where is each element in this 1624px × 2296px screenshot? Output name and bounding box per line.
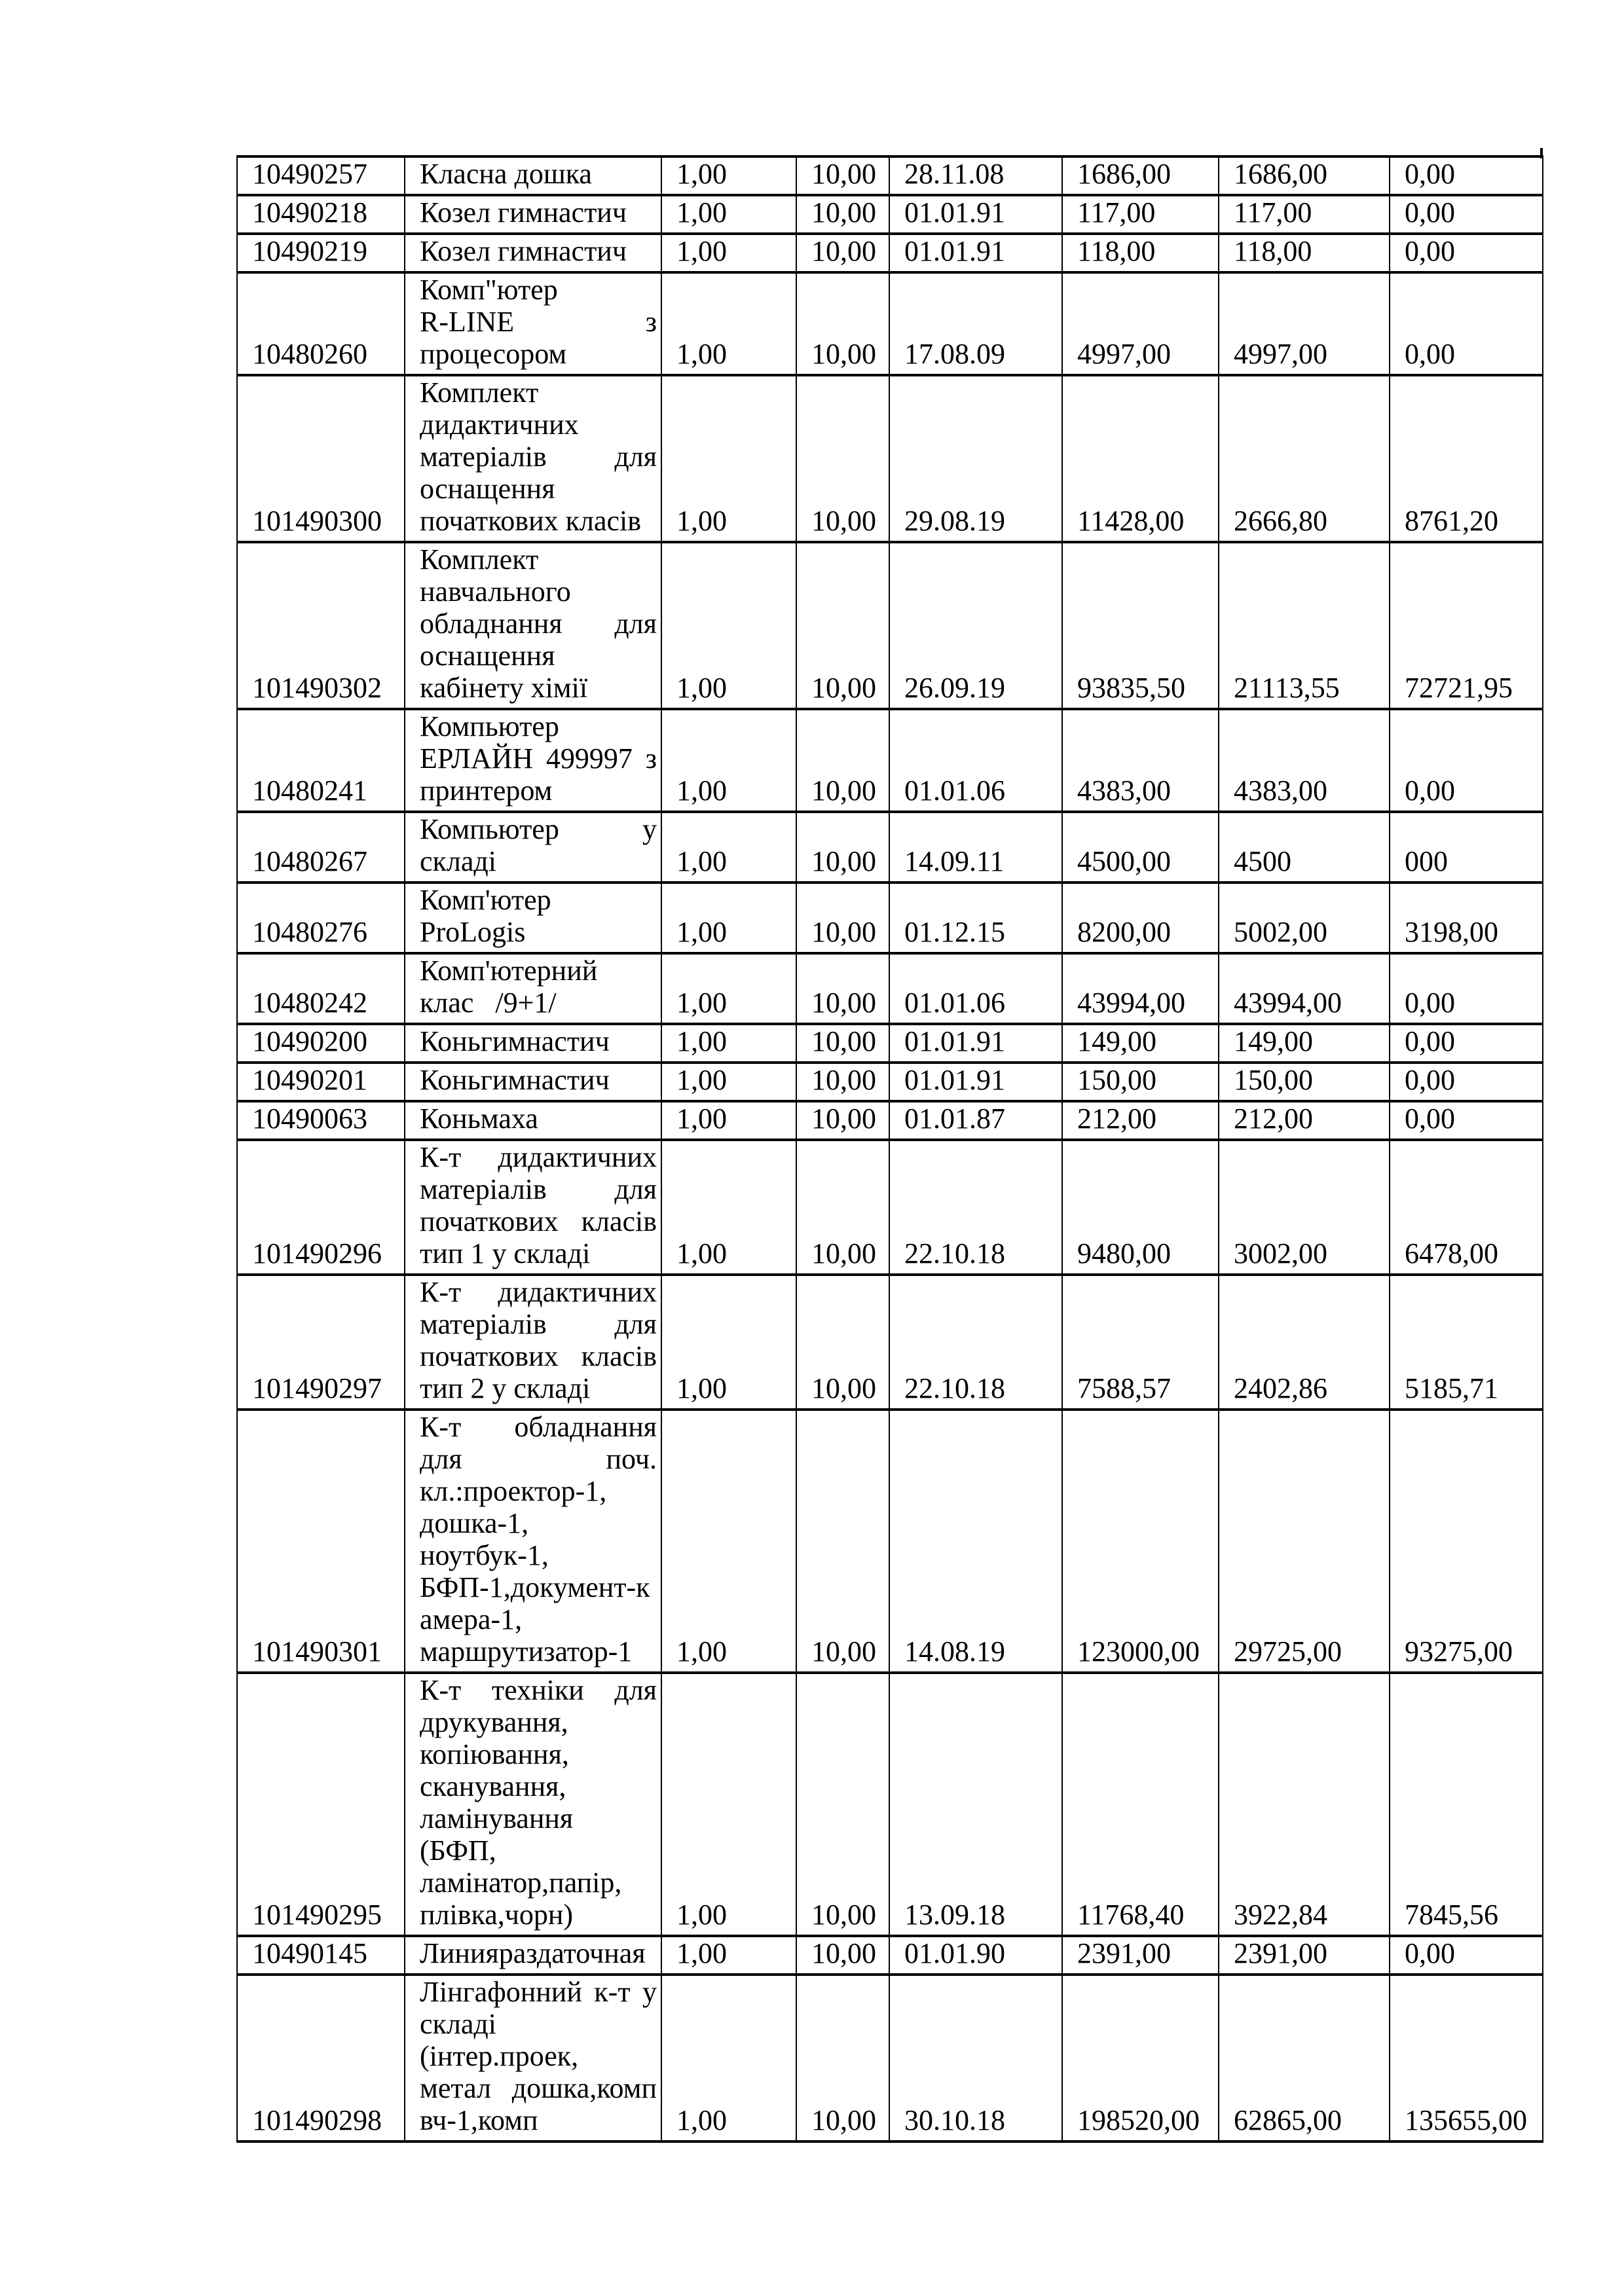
cell-name [405,156,661,195]
cell-residual-value: 5185,71 [1390,1275,1543,1410]
name-line: ламінатор,папір, [420,1867,622,1899]
cell-quantity: 1,00 [661,1975,796,2141]
cell-quantity: 1,00 [661,1101,796,1140]
name-line: сканування, [420,1770,566,1802]
cell-residual-value: 8761,20 [1390,375,1543,542]
name-line: навчального [420,575,571,608]
name-line: Класна дошка [420,158,592,190]
cell-initial-cost: 149,00 [1062,1024,1219,1063]
name-line: кабінету хімії [420,672,588,704]
table-row [237,1024,1543,1063]
name-line: процесором [420,338,567,370]
cell-residual-value: 000 [1390,812,1543,883]
name-line: маршрутизатор-1 [420,1635,633,1667]
cell-rate: 10,00 [796,272,889,375]
table-row [237,156,1543,195]
cell-initial-cost: 7588,57 [1062,1275,1219,1410]
cell-quantity: 1,00 [661,542,796,709]
cell-inventory-number: 101490297 [237,1275,405,1410]
table-row [237,883,1543,953]
inventory-table-body [237,156,1543,2141]
name-line: Козел гимнастич [420,196,627,228]
table-row [237,272,1543,375]
cell-name [405,953,661,1024]
cell-initial-cost: 198520,00 [1062,1975,1219,2141]
cell-name [405,272,661,375]
cell-date: 01.12.15 [889,883,1062,953]
cell-initial-cost: 117,00 [1062,195,1219,234]
cell-inventory-number: 10490145 [237,1936,405,1975]
cell-residual-value: 0,00 [1390,953,1543,1024]
name-line: матеріалів для [420,1173,657,1205]
cell-initial-cost: 8200,00 [1062,883,1219,953]
cell-name [405,1975,661,2141]
cell-inventory-number: 101490298 [237,1975,405,2141]
cell-rate: 10,00 [796,195,889,234]
cell-residual-value: 0,00 [1390,156,1543,195]
cell-date: 14.09.11 [889,812,1062,883]
cell-inventory-number: 10490063 [237,1101,405,1140]
cell-depreciation: 2391,00 [1219,1936,1390,1975]
name-line: Коньгимнастич [420,1064,610,1096]
cell-date: 01.01.90 [889,1936,1062,1975]
cell-quantity: 1,00 [661,1140,796,1275]
cell-residual-value: 0,00 [1390,1101,1543,1140]
cell-depreciation: 4500 [1219,812,1390,883]
cell-rate: 10,00 [796,1024,889,1063]
name-line: початкових класів [420,1205,657,1237]
cell-name [405,1673,661,1936]
name-line: клас /9+1/ [420,987,557,1019]
name-line: обладнання для [420,608,657,640]
cell-quantity: 1,00 [661,709,796,812]
cell-quantity: 1,00 [661,1024,796,1063]
table-row [237,1063,1543,1101]
cell-quantity: 1,00 [661,1936,796,1975]
name-line: вч-1,комп [420,2104,538,2136]
cell-quantity: 1,00 [661,1275,796,1410]
cell-residual-value: 0,00 [1390,1936,1543,1975]
cell-residual-value: 7845,56 [1390,1673,1543,1936]
cell-rate: 10,00 [796,1936,889,1975]
cell-quantity: 1,00 [661,375,796,542]
cell-quantity: 1,00 [661,1410,796,1673]
cell-residual-value: 0,00 [1390,709,1543,812]
cell-residual-value: 72721,95 [1390,542,1543,709]
cell-rate: 10,00 [796,375,889,542]
name-line: принтером [420,774,553,807]
table-row [237,812,1543,883]
name-line: амера-1, [420,1603,523,1635]
table-row [237,542,1543,709]
cell-depreciation: 21113,55 [1219,542,1390,709]
cell-inventory-number: 101490302 [237,542,405,709]
cell-rate: 10,00 [796,709,889,812]
cell-depreciation: 3922,84 [1219,1673,1390,1936]
cell-rate: 10,00 [796,1975,889,2141]
cell-rate: 10,00 [796,234,889,272]
cell-date: 29.08.19 [889,375,1062,542]
cell-name [405,1936,661,1975]
cell-name [405,1275,661,1410]
cell-date: 22.10.18 [889,1140,1062,1275]
cell-rate: 10,00 [796,1140,889,1275]
cell-residual-value: 6478,00 [1390,1140,1543,1275]
cell-inventory-number: 101490300 [237,375,405,542]
cell-depreciation: 212,00 [1219,1101,1390,1140]
cell-quantity: 1,00 [661,883,796,953]
cell-inventory-number: 10490219 [237,234,405,272]
cell-date: 14.08.19 [889,1410,1062,1673]
name-line: тип 1 у складі [420,1237,591,1269]
table-row [237,1410,1543,1673]
cell-name [405,1024,661,1063]
cell-date: 22.10.18 [889,1275,1062,1410]
cell-inventory-number: 10480276 [237,883,405,953]
cell-rate: 10,00 [796,953,889,1024]
cell-depreciation: 2666,80 [1219,375,1390,542]
table-row [237,1936,1543,1975]
cell-date: 13.09.18 [889,1673,1062,1936]
cell-quantity: 1,00 [661,272,796,375]
name-line: К-т техніки для [420,1674,657,1706]
cell-date: 01.01.91 [889,195,1062,234]
name-line: тип 2 у складі [420,1372,591,1404]
cell-name [405,375,661,542]
name-line: плівка,чорн) [420,1899,574,1931]
cell-quantity: 1,00 [661,156,796,195]
name-line: ЕРЛАЙН 499997 з [420,742,657,774]
inventory-table [236,155,1543,2143]
cell-depreciation: 118,00 [1219,234,1390,272]
cell-initial-cost: 2391,00 [1062,1936,1219,1975]
name-line: Коньмаха [420,1102,538,1135]
cell-inventory-number: 10490201 [237,1063,405,1101]
table-row [237,709,1543,812]
name-line: друкування, [420,1706,568,1738]
cell-inventory-number: 10480241 [237,709,405,812]
name-line: Комплект [420,543,539,575]
table-row [237,1101,1543,1140]
cell-name [405,542,661,709]
name-line: складі [420,2008,497,2040]
cell-quantity: 1,00 [661,1673,796,1936]
name-line: Компьютер у [420,813,657,845]
name-line: Комп'ютер [420,884,551,916]
cell-depreciation: 5002,00 [1219,883,1390,953]
cell-depreciation: 117,00 [1219,195,1390,234]
cell-initial-cost: 4997,00 [1062,272,1219,375]
name-line: (БФП, [420,1834,496,1867]
cell-name [405,1410,661,1673]
name-line: початкових класів [420,1340,657,1372]
cell-depreciation: 2402,86 [1219,1275,1390,1410]
table-border-tick [1540,148,1543,158]
name-line: Коньгимнастич [420,1025,610,1057]
cell-inventory-number: 10490257 [237,156,405,195]
cell-initial-cost: 43994,00 [1062,953,1219,1024]
cell-inventory-number: 101490296 [237,1140,405,1275]
name-line: початкових класів [420,505,642,537]
name-line: ламінування [420,1802,574,1834]
name-line: оснащення [420,640,555,672]
cell-rate: 10,00 [796,812,889,883]
cell-date: 28.11.08 [889,156,1062,195]
name-line: дошка-1, [420,1507,529,1539]
cell-inventory-number: 10480260 [237,272,405,375]
name-line: Комп"ютер [420,274,558,306]
cell-depreciation: 29725,00 [1219,1410,1390,1673]
cell-rate: 10,00 [796,1275,889,1410]
cell-name [405,1140,661,1275]
cell-residual-value: 0,00 [1390,234,1543,272]
name-line: метал дошка,комп [420,2072,657,2104]
cell-initial-cost: 123000,00 [1062,1410,1219,1673]
name-line: матеріалів для [420,1308,657,1340]
cell-date: 01.01.91 [889,1024,1062,1063]
cell-quantity: 1,00 [661,195,796,234]
cell-inventory-number: 10480242 [237,953,405,1024]
cell-name [405,234,661,272]
cell-inventory-number: 10480267 [237,812,405,883]
cell-residual-value: 135655,00 [1390,1975,1543,2141]
name-line: БФП-1,документ-к [420,1571,650,1603]
name-line: К-т дидактичних [420,1276,657,1308]
table-row [237,1275,1543,1410]
table-row [237,1975,1543,2141]
cell-name [405,195,661,234]
cell-initial-cost: 150,00 [1062,1063,1219,1101]
name-line: ноутбук-1, [420,1539,549,1571]
cell-name [405,709,661,812]
cell-date: 01.01.06 [889,953,1062,1024]
cell-date: 01.01.87 [889,1101,1062,1140]
name-line: матеріалів для [420,441,657,473]
cell-initial-cost: 93835,50 [1062,542,1219,709]
cell-name [405,883,661,953]
name-line: К-т дидактичних [420,1141,657,1173]
table-row [237,1673,1543,1936]
table-row [237,953,1543,1024]
name-line: для поч. [420,1443,657,1475]
table-row [237,375,1543,542]
name-line: К-т обладнання [420,1411,657,1443]
cell-depreciation: 4383,00 [1219,709,1390,812]
cell-initial-cost: 118,00 [1062,234,1219,272]
name-line: копіювання, [420,1738,569,1770]
cell-rate: 10,00 [796,1410,889,1673]
cell-depreciation: 150,00 [1219,1063,1390,1101]
cell-date: 01.01.91 [889,234,1062,272]
cell-initial-cost: 4500,00 [1062,812,1219,883]
cell-initial-cost: 11768,40 [1062,1673,1219,1936]
cell-date: 01.01.91 [889,1063,1062,1101]
name-line: ProLogis [420,916,526,948]
cell-depreciation: 1686,00 [1219,156,1390,195]
name-line: Лінгафонний к-т у [420,1976,657,2008]
cell-rate: 10,00 [796,1673,889,1936]
name-line: дидактичних [420,409,579,441]
cell-quantity: 1,00 [661,812,796,883]
name-line: Комп'ютерний [420,955,598,987]
name-line: Козел гимнастич [420,235,627,267]
cell-residual-value: 0,00 [1390,1024,1543,1063]
name-line: (інтер.проек, [420,2040,579,2072]
cell-rate: 10,00 [796,1101,889,1140]
cell-date: 26.09.19 [889,542,1062,709]
cell-residual-value: 0,00 [1390,272,1543,375]
cell-quantity: 1,00 [661,953,796,1024]
cell-initial-cost: 9480,00 [1062,1140,1219,1275]
cell-inventory-number: 101490295 [237,1673,405,1936]
cell-name [405,1101,661,1140]
cell-date: 01.01.06 [889,709,1062,812]
cell-name [405,1063,661,1101]
cell-depreciation: 62865,00 [1219,1975,1390,2141]
cell-residual-value: 3198,00 [1390,883,1543,953]
cell-residual-value: 0,00 [1390,1063,1543,1101]
cell-depreciation: 3002,00 [1219,1140,1390,1275]
table-row [237,234,1543,272]
cell-date: 30.10.18 [889,1975,1062,2141]
name-line: кл.:проектор-1, [420,1475,607,1507]
name-line: R-LINE з [420,306,657,338]
cell-rate: 10,00 [796,542,889,709]
cell-initial-cost: 212,00 [1062,1101,1219,1140]
cell-name [405,812,661,883]
name-line: складі [420,845,497,877]
name-line: Комплект [420,376,539,409]
cell-quantity: 1,00 [661,234,796,272]
cell-rate: 10,00 [796,1063,889,1101]
name-line: Компьютер [420,710,559,742]
name-line: оснащення [420,473,555,505]
cell-initial-cost: 1686,00 [1062,156,1219,195]
table-row [237,195,1543,234]
cell-depreciation: 4997,00 [1219,272,1390,375]
cell-inventory-number: 10490218 [237,195,405,234]
cell-residual-value: 93275,00 [1390,1410,1543,1673]
cell-initial-cost: 4383,00 [1062,709,1219,812]
cell-depreciation: 149,00 [1219,1024,1390,1063]
cell-inventory-number: 101490301 [237,1410,405,1673]
table-row [237,1140,1543,1275]
cell-depreciation: 43994,00 [1219,953,1390,1024]
cell-rate: 10,00 [796,156,889,195]
name-line: Линияраздаточная [420,1937,646,1969]
cell-rate: 10,00 [796,883,889,953]
cell-quantity: 1,00 [661,1063,796,1101]
cell-date: 17.08.09 [889,272,1062,375]
cell-residual-value: 0,00 [1390,195,1543,234]
cell-initial-cost: 11428,00 [1062,375,1219,542]
cell-inventory-number: 10490200 [237,1024,405,1063]
